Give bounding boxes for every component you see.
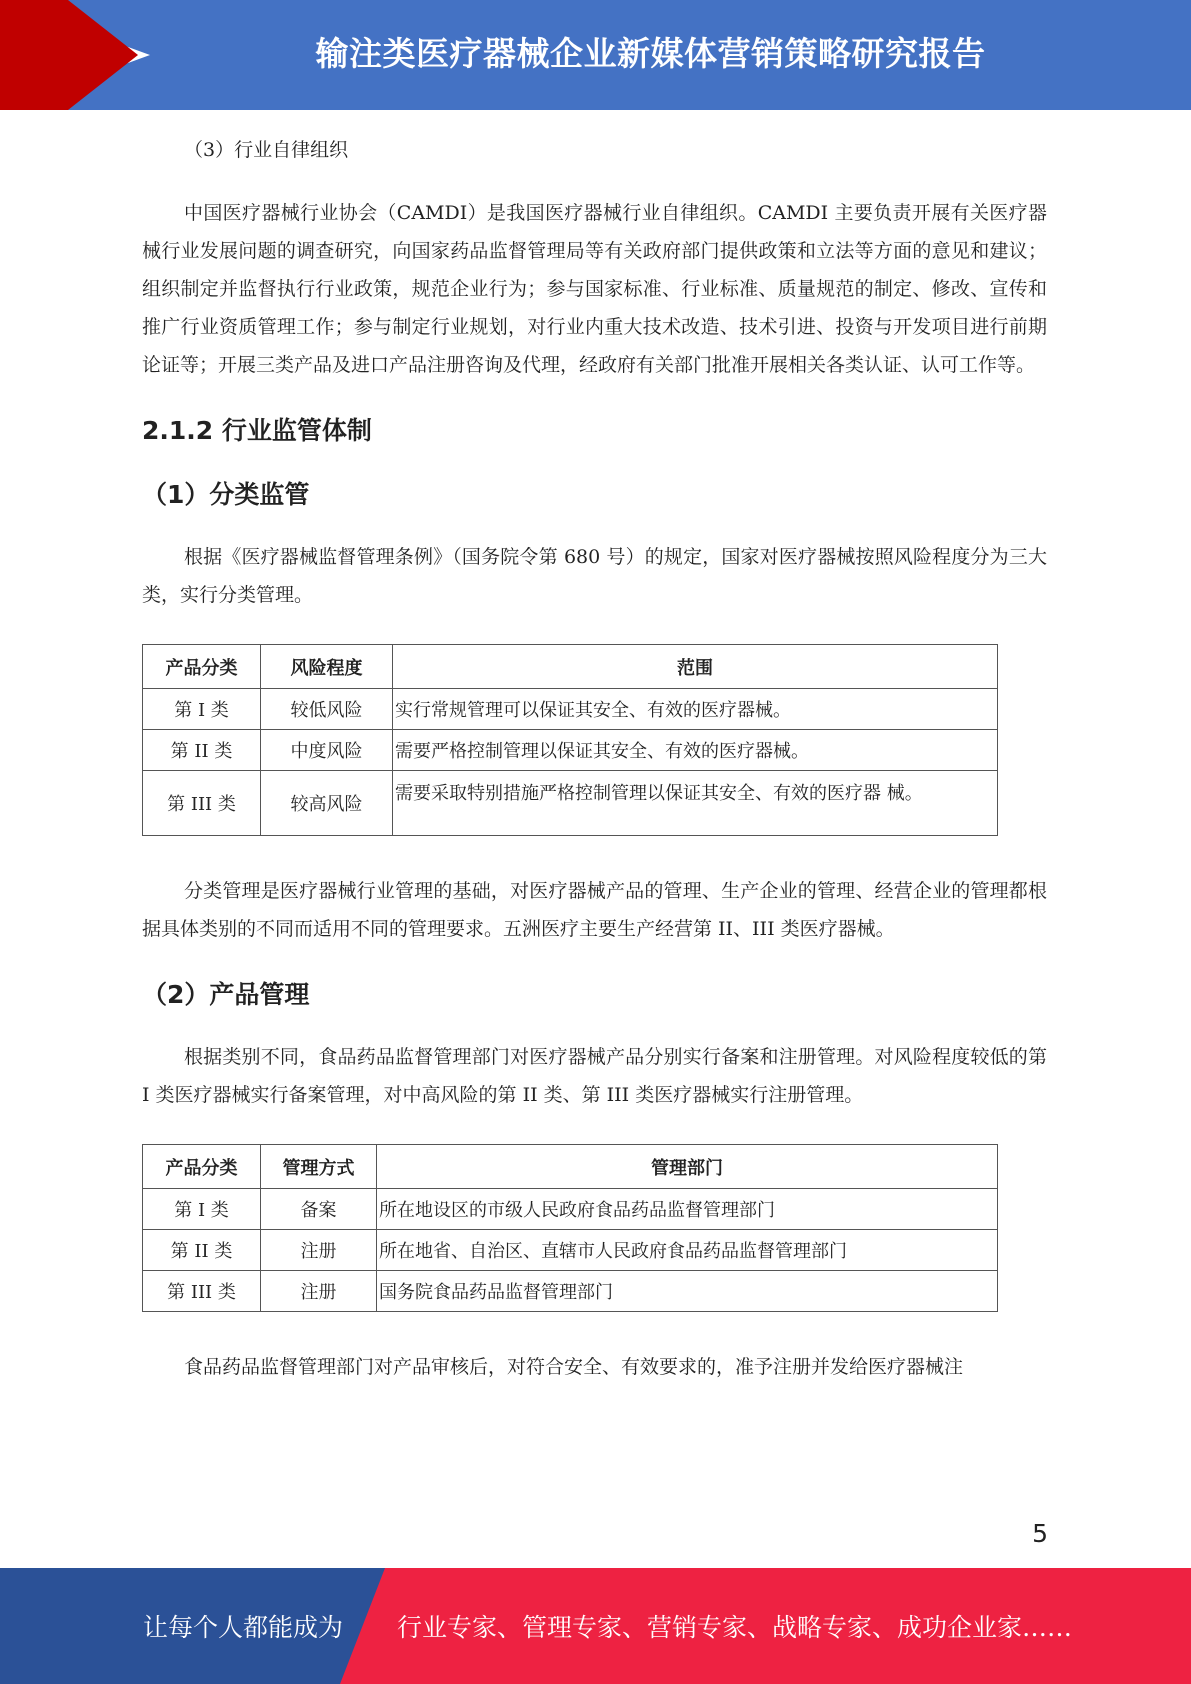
table-header-row (143, 1145, 998, 1189)
table-cell: 所在地省、自治区、直辖市人民政府食品药品监督管理部门 (377, 1230, 998, 1271)
table-header-cell: 产品分类 (143, 645, 261, 689)
sub1-intro: 根据《医疗器械监督管理条例》（国务院令第 680 号）的规定，国家对医疗器械按照风险程度分为三大类，实行分类管理。 (142, 546, 1047, 606)
section-3-paragraph: 中国医疗器械行业协会（CAMDI）是我国医疗器械行业自律组织。CAMDI 主要负责开展有关医疗器械行业发展问题的调查研究，向国家药品监督管理局等有关政府部门提供政策和立法等方面的意见和建议；组织制定并监督执行行业政策，规范企业行为；参与国家标准、行业标准、质量规范的制定、修改、宣传和推广行业资质管理工作；参与制定行业规划，对行业内重大技术改造、技术引进、投资与开发项目进行前期论证等；开展三类产品及进口产品注册咨询及代理，经政府有关部门批准开展相关各类认证、认可工作等。 (142, 202, 1047, 376)
table-cell: 第 III 类 (143, 771, 261, 836)
table-cell: 第 II 类 (143, 1230, 261, 1271)
table-cell: 第 II 类 (143, 730, 261, 771)
table-cell: 注册 (261, 1230, 377, 1271)
table-header-cell: 管理部门 (377, 1145, 998, 1189)
table-row (143, 1271, 998, 1312)
table-cell: 中度风险 (261, 730, 393, 771)
footer-blue-slant (340, 1568, 385, 1684)
table-row (143, 689, 998, 730)
section-212-heading: 2.1.2 行业监管体制 (142, 416, 372, 445)
footer-slogan-right: 行业专家、管理专家、营销专家、战略专家、成功企业家…… (397, 1613, 1073, 1642)
table-cell: 需要严格控制管理以保证其安全、有效的医疗器械。 (393, 730, 998, 771)
table-cell: 较低风险 (261, 689, 393, 730)
sub1-after-paragraph: 分类管理是医疗器械行业管理的基础，对医疗器械产品的管理、生产企业的管理、经营企业的管理都根据具体类别的不同而适用不同的管理要求。五洲医疗主要生产经营第 II、III 类医疗器械。 (142, 880, 1047, 940)
page-content (142, 130, 1047, 1386)
management-table (142, 1144, 998, 1312)
table-header-cell: 范围 (393, 645, 998, 689)
table-row (143, 730, 998, 771)
sub2-heading: （2）产品管理 (142, 980, 310, 1009)
sub1-heading: （1）分类监管 (142, 480, 310, 509)
table-cell: 第 III 类 (143, 1271, 261, 1312)
table-cell: 所在地设区的市级人民政府食品药品监督管理部门 (377, 1189, 998, 1230)
header-red-arrow-tip (68, 0, 138, 110)
classification-table (142, 644, 998, 836)
header-red-block (0, 0, 68, 110)
table-cell: 较高风险 (261, 771, 393, 836)
table-row (143, 771, 998, 836)
table-row (143, 1189, 998, 1230)
table-cell: 实行常规管理可以保证其安全、有效的医疗器械。 (393, 689, 998, 730)
table-header-cell: 产品分类 (143, 1145, 261, 1189)
table-cell: 需要采取特别措施严格控制管理以保证其安全、有效的医疗器 械。 (393, 771, 998, 836)
sub2-after-paragraph: 食品药品监督管理部门对产品审核后，对符合安全、有效要求的，准予注册并发给医疗器械注 (184, 1356, 964, 1378)
page-footer (0, 1568, 1191, 1684)
table-cell: 注册 (261, 1271, 377, 1312)
report-title: 输注类医疗器械企业新媒体营销策略研究报告 (315, 34, 986, 73)
page-number: 5 (1032, 1519, 1048, 1548)
table-row (143, 1230, 998, 1271)
footer-slogan-left: 让每个人都能成为 (143, 1613, 344, 1642)
table-cell: 第 I 类 (143, 689, 261, 730)
table-header-row (143, 645, 998, 689)
table-cell: 第 I 类 (143, 1189, 261, 1230)
sub2-intro: 根据类别不同，食品药品监督管理部门对医疗器械产品分别实行备案和注册管理。对风险程度较低的第 I 类医疗器械实行备案管理，对中高风险的第 II 类、第 III 类医疗器械实行注册管理。 (142, 1046, 1047, 1106)
table-cell: 备案 (261, 1189, 377, 1230)
table-header-cell: 风险程度 (261, 645, 393, 689)
section-3-heading: （3）行业自律组织 (184, 139, 349, 161)
table-header-cell: 管理方式 (261, 1145, 377, 1189)
table-cell: 国务院食品药品监督管理部门 (377, 1271, 998, 1312)
page-header (0, 0, 1191, 110)
